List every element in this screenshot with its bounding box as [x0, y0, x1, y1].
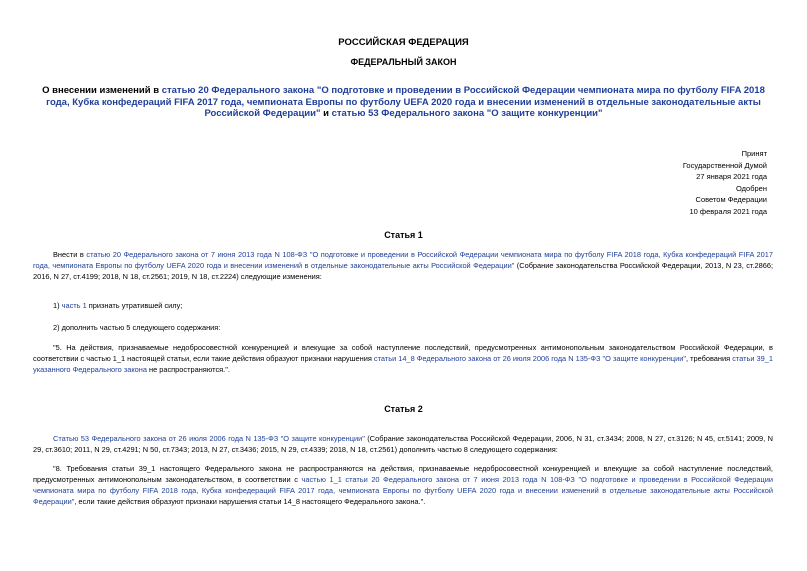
law-title: [30, 85, 777, 120]
a1-item1-suffix: признать утратившей силу;: [86, 301, 183, 310]
title-link-article-20[interactable]: статью 20 Федерального закона "О подготовке и проведении в Российской Федерации чемпионата мира по футболу FIFA 2018 года, Кубка конфедераций FIFA 2017 года, чемпионата Европы по футболу UEFA 2020 года и внесении изменений в отдельные законодательные акты Российской Федерации": [46, 85, 765, 119]
a1-text-1: Внести в: [53, 250, 87, 259]
a1-quote-text-3: не распространяются.".: [146, 365, 230, 374]
article-1-item-2: 2) дополнить частью 5 следующего содержания:: [53, 323, 221, 332]
a2-text-1: (Собрание законодательства Российской Федерации, 2006, N 31, ст.3434; 2008, N 27, ст.3126; N 45, ст.5141; 2009, N 29, ст.3610; 2011, N 29, ст.4291; N 50, ст.7343; 2013, N 27, ст.3436; 2015, N 29, ст.4339; 2018, N 18, ст.2561) дополнить частью 8 следующего содержания:: [33, 434, 773, 454]
law-type-heading: ФЕДЕРАЛЬНЫЙ ЗАКОН: [350, 57, 457, 67]
a1-link-part-1[interactable]: часть 1: [61, 301, 87, 310]
a2-quote-text-2: , если такие действия образуют признаки нарушения статьи 14_8 настоящего Федерального закона.".: [74, 497, 426, 506]
a1-text-2: (Собрание законодательства Российской Федерации, 2013, N 23, ст.2866; 2016, N 27, ст.4199; 2018, N 18, ст.2561; 2019, N 18, ст.2224) следующие изменения:: [33, 261, 774, 281]
a2-link-part-1-1[interactable]: частью 1_1 статьи 20 Федерального закона от 7 июня 2013 года N 108-ФЗ "О подготовке и проведении в Российской Федерации чемпионата мира по футболу FIFA 2018 года, Кубка конфедераций FIFA 2017 года, чемпионата Европы по футболу UEFA 2020 года и внесении изменений в отдельные законодательные акты Российской Федерации": [33, 475, 773, 506]
country-heading: РОССИЙСКАЯ ФЕДЕРАЦИЯ: [338, 37, 469, 48]
accepted-date: 27 января 2021 года: [696, 172, 767, 181]
approved-by: Советом Федерации: [695, 195, 767, 204]
article-1-paragraph: [33, 249, 773, 282]
approved-date: 10 февраля 2021 года: [689, 206, 767, 216]
a1-link-article-14-8[interactable]: статьи 14_8 Федерального закона от 26 июля 2006 года N 135-ФЗ "О защите конкуренции": [373, 354, 686, 363]
accepted-by: Государственной Думой: [682, 160, 767, 170]
article-1-heading: Статья 1: [384, 230, 423, 240]
adoption-block: [683, 148, 767, 217]
article-2-quote: [33, 463, 773, 507]
accepted-label: Принят: [741, 149, 767, 158]
a1-quote-text-1: "5. На действия, признаваемые недобросовестной конкуренцией и влекущие за собой наступление последствий, предусмотренных антимонопольным законодательством Российской Федерации, в соответствии с частью 1_1 настоящей статьи, если такие действия образуют признаки нарушения: [33, 343, 773, 363]
a1-link-law-108[interactable]: статью 20 Федерального закона от 7 июня 2013 года N 108-ФЗ "О подготовке и проведении в Российской Федерации чемпионата мира по футболу FIFA 2018 года, Кубка конфедераций FIFA 2017 года, чемпионата Европы по футболу UEFA 2020 года и внесении изменений в отдельные законодательные акты Российской Федерации": [33, 250, 773, 270]
a2-link-article-53[interactable]: Статью 53 Федерального закона от 26 июля 2006 года N 135-ФЗ "О защите конкуренции": [53, 434, 365, 443]
a1-item1-prefix: 1): [53, 301, 62, 310]
title-text-1: О внесении изменений в: [42, 85, 162, 96]
article-2-heading: Статья 2: [384, 404, 423, 414]
approved-label: Одобрен: [736, 183, 767, 193]
a1-quote-text-2: , требования: [685, 354, 733, 363]
a1-link-article-39-1[interactable]: статьи 39_1 указанного Федерального закона: [33, 354, 773, 374]
a2-quote-text-1: "8. Требования статьи 39_1 настоящего Федерального закона не распространяются на действия, признаваемые недобросовестной конкуренцией и влекущие за собой наступление последствий, предусмотренных антимонопольным законодательством, в соответствии с: [33, 464, 773, 484]
article-1-item-1: [33, 300, 773, 311]
article-1-quote: [33, 342, 773, 375]
title-link-article-53[interactable]: статью 53 Федерального закона "О защите конкуренции": [331, 108, 603, 119]
title-text-2: и: [320, 108, 332, 119]
article-2-paragraph: [33, 433, 773, 455]
